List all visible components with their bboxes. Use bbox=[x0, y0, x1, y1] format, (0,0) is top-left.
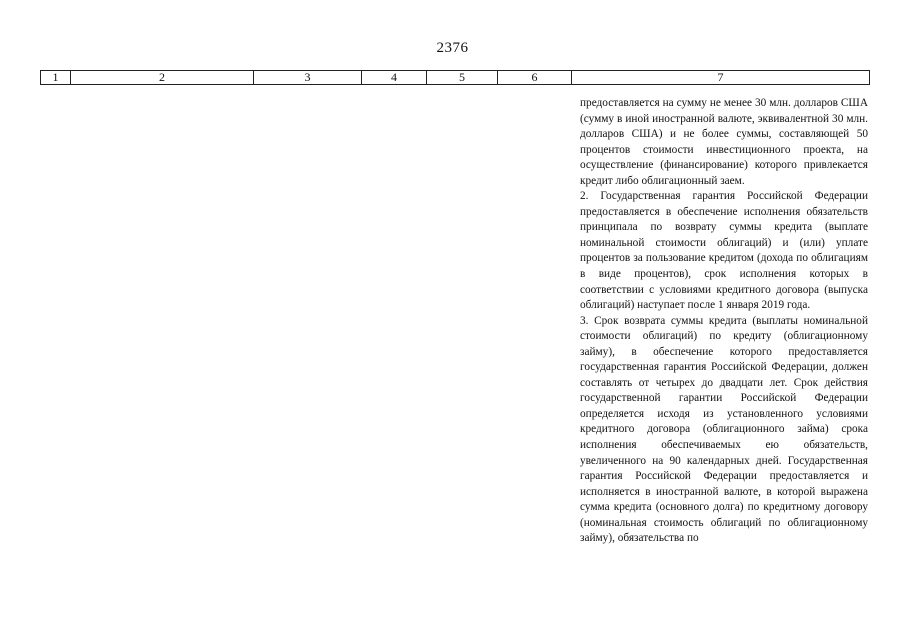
column-number-6: 6 bbox=[498, 71, 572, 84]
column-number-4: 4 bbox=[362, 71, 427, 84]
column-number-3: 3 bbox=[254, 71, 362, 84]
paragraph-item-3: 3. Срок возврата суммы кредита (выплаты номинальной стоимости облигаций) по кредиту (облигационному займу), в обеспечение которого предоставляется государственная гарантия Российской Федерации, должен составлять от четырех до двадцати лет. Срок действия государственной гарантии Российской Федерации определяется исходя из установленного условиями кредитного договора (облигационного займа) срока исполнения обеспечиваемых ею обязательств, увеличенного на 90 календарных дней. Государственная гарантия Российской Федерации предоставляется и исполняется в иностранной валюте, в которой выражена сумма кредита (основного долга) по кредитному договору (номинальная стоимость облигаций по облигационному займу), обязательства по bbox=[580, 314, 868, 545]
column-number-1: 1 bbox=[41, 71, 71, 84]
paragraph-item-2: 2. Государственная гарантия Российской Федерации предоставляется в обеспечение исполнения обязательств принципала по возврату суммы кредита (выплате номинальной стоимости облигаций) и (или) уплате процентов за пользование кредитом (дохода по облигациям в виде процентов), срок исполнения которых в соответствии с условиями кредитного договора (выпуска облигаций) наступает после 1 января 2019 года. bbox=[580, 190, 868, 312]
column-number-7: 7 bbox=[717, 70, 724, 84]
table-column-numbers bbox=[40, 70, 870, 85]
column-number-2: 2 bbox=[71, 71, 254, 84]
page-number: 2376 bbox=[436, 40, 469, 56]
column-number-5: 5 bbox=[427, 71, 498, 84]
paragraph-continuation: предоставляется на сумму не менее 30 млн. долларов США (сумму в иной иностранной валюте, эквивалентной 30 млн. долларов США) и не более суммы, составляющей 50 процентов стоимости инвестиционного проекта, на осуществление (финансирование) которого привлекается кредит либо облигационный заем. bbox=[580, 97, 868, 187]
column-7-text bbox=[580, 96, 868, 547]
